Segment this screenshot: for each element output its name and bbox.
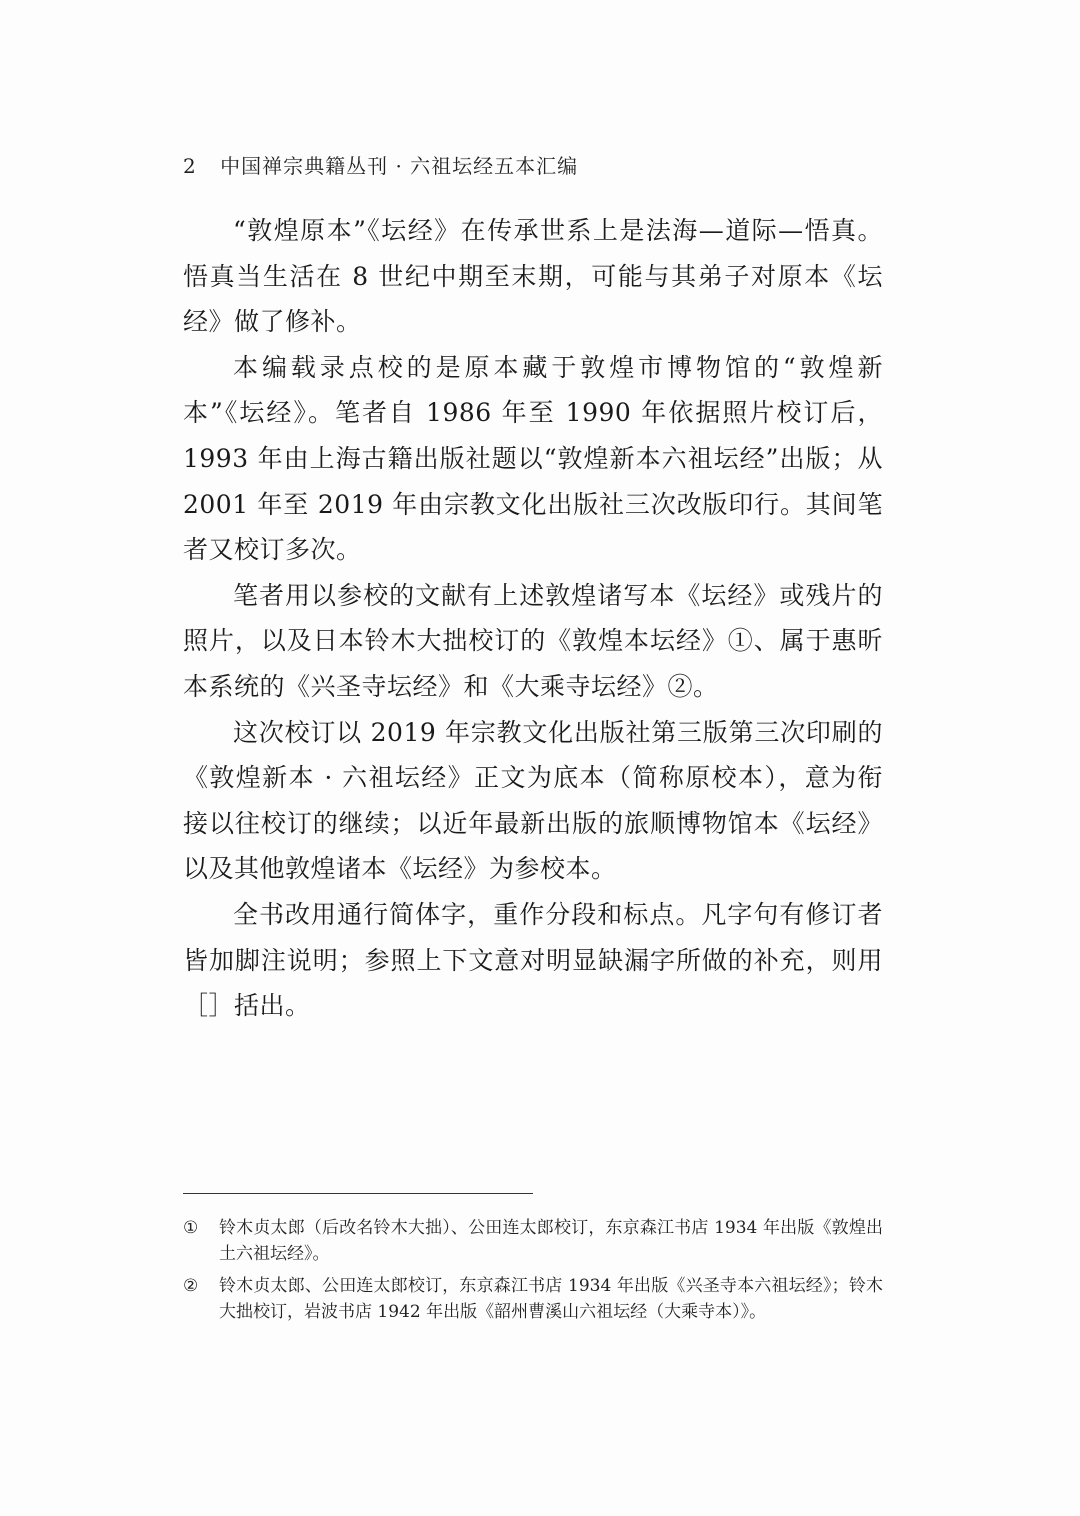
body-text [183, 208, 883, 1029]
footnote-divider [183, 1193, 533, 1194]
running-head [183, 150, 578, 179]
footnotes [183, 1215, 883, 1331]
footnote-text: 铃木贞太郎（后改名铃木大拙）、公田连太郎校订，东京森江书店 1934 年出版《敦煌出土六祖坛经》。 [219, 1218, 883, 1264]
running-head-title: 中国禅宗典籍丛刊 · 六祖坛经五本汇编 [220, 154, 579, 178]
footnote-text: 铃木贞太郎、公田连太郎校订，东京森江书店 1934 年出版《兴圣寺本六祖坛经》；铃木大拙校订，岩波书店 1942 年出版《韶州曹溪山六祖坛经（大乘寺本）》。 [219, 1276, 883, 1322]
paragraph: “敦煌原本”《坛经》在传承世系上是法海—道际—悟真。悟真当生活在 8 世纪中期至末期，可能与其弟子对原本《坛经》做了修补。 [183, 216, 883, 337]
footnote [183, 1215, 883, 1267]
paragraph: 笔者用以参校的文献有上述敦煌诸写本《坛经》或残片的照片，以及日本铃木大拙校订的《敦煌本坛经》①、属于惠昕本系统的《兴圣寺坛经》和《大乘寺坛经》②。 [183, 580, 883, 701]
footnote-marker: ① [183, 1218, 199, 1238]
paragraph: 全书改用通行简体字，重作分段和标点。凡字句有修订者皆加脚注说明；参照上下文意对明显缺漏字所做的补充，则用［］括出。 [183, 899, 883, 1021]
footnote-marker: ② [183, 1276, 199, 1296]
page-number: 2 [183, 154, 197, 178]
paragraph: 这次校订以 2019 年宗教文化出版社第三版第三次印刷的《敦煌新本 · 六祖坛经》正文为底本（简称原校本），意为衔接以往校订的继续；以近年最新出版的旅顺博物馆本《坛经》以及其他敦煌诸本《坛经》为参校本。 [183, 717, 883, 884]
paragraph: 本编载录点校的是原本藏于敦煌市博物馆的“敦煌新本”《坛经》。笔者自 1986 年至 1990 年依据照片校订后，1993 年由上海古籍出版社题以“敦煌新本六祖坛经”出版；从 2001 年至 2019 年由宗教文化出版社三次改版印行。其间笔者又校订多次。 [183, 352, 883, 565]
footnote [183, 1273, 883, 1325]
